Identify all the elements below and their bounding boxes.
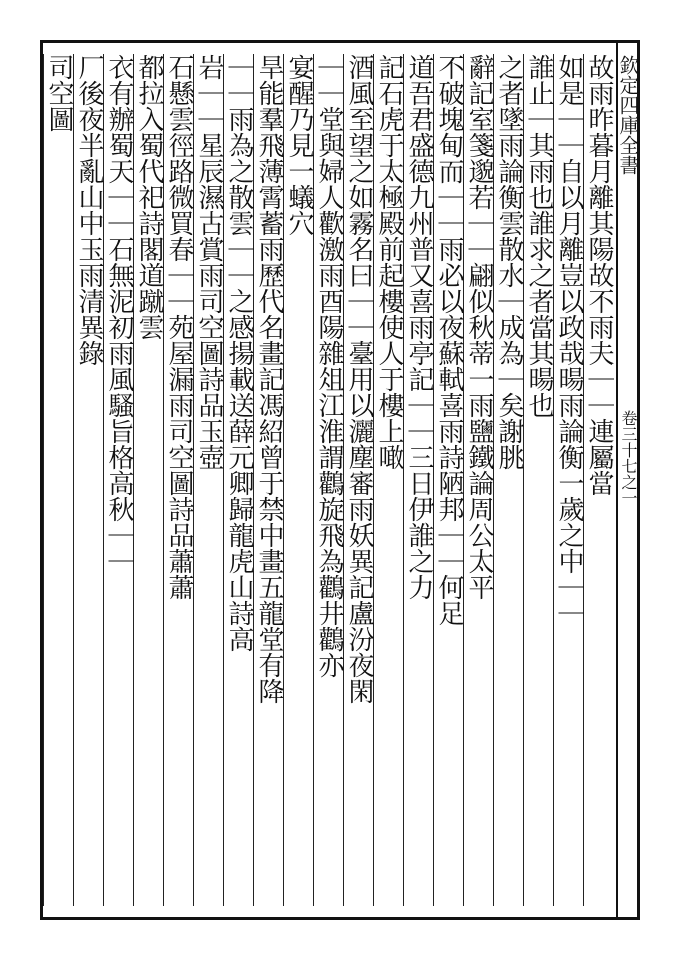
- text-column: 記石虎于太極殿前起樓使人于樓上噉: [374, 54, 404, 470]
- text-column: 岩｜｜星辰濕古賞雨司空圖詩品玉壺: [194, 54, 224, 470]
- text-column: 旱能羣飛薄霄蓄雨歷代名畫記馮紹曾于禁中畫五龍堂有降: [254, 54, 284, 704]
- text-column: 故雨昨暮月離其陽故不雨夫｜｜連屬當: [584, 54, 614, 496]
- text-column: 誰止｜其雨也誰求之者當其暘也: [524, 54, 554, 418]
- text-column: 酒風至望之如霧名曰｜｜臺用以灑塵審雨妖異記盧汾夜閑: [344, 54, 374, 704]
- text-column: 厂後夜半亂山中玉雨清異錄: [74, 54, 104, 366]
- text-column: 司空圖: [44, 54, 74, 132]
- text-column: 宴醒乃見一蟻穴: [284, 54, 314, 236]
- text-column: 道吾君盛德九州普又喜雨亭記｜｜三日伊誰之力: [404, 54, 434, 600]
- column-rule: [43, 54, 44, 906]
- book-title: 欽定四庫全書: [616, 55, 640, 175]
- text-column: 石懸雲徑路微買春｜｜苑屋漏雨司空圖詩品蕭蕭: [164, 54, 194, 600]
- text-column: 衣有辦蜀天｜｜石無泥初雨風騷旨格高秋｜｜: [104, 54, 134, 574]
- text-column: 辭記室箋邈若｜｜翩似秋蒂一雨鹽鐵論周公太平: [464, 54, 494, 600]
- text-column: 如是｜｜自以月離豈以政哉暘雨論衡一歲之中｜｜: [554, 54, 584, 626]
- text-column: 不破塊甸而｜｜雨必以夜蘇軾喜雨詩陋邦｜｜何足: [434, 54, 464, 626]
- text-column: ｜｜雨為之散雲｜｜之感揚載送薛元卿歸龍虎山詩高: [224, 54, 254, 652]
- text-column: 之者墜雨論衡雲散水｜成為｜矣謝朓: [494, 54, 524, 470]
- volume-label: 卷三十七之一: [619, 410, 638, 506]
- text-column: 都拉入蜀代祀詩閣道蹴雲: [134, 54, 164, 340]
- text-column: ｜｜堂與婦人歡激雨酉陽雜俎江淮謂鸛旋飛為鸛井鸛亦: [314, 54, 344, 678]
